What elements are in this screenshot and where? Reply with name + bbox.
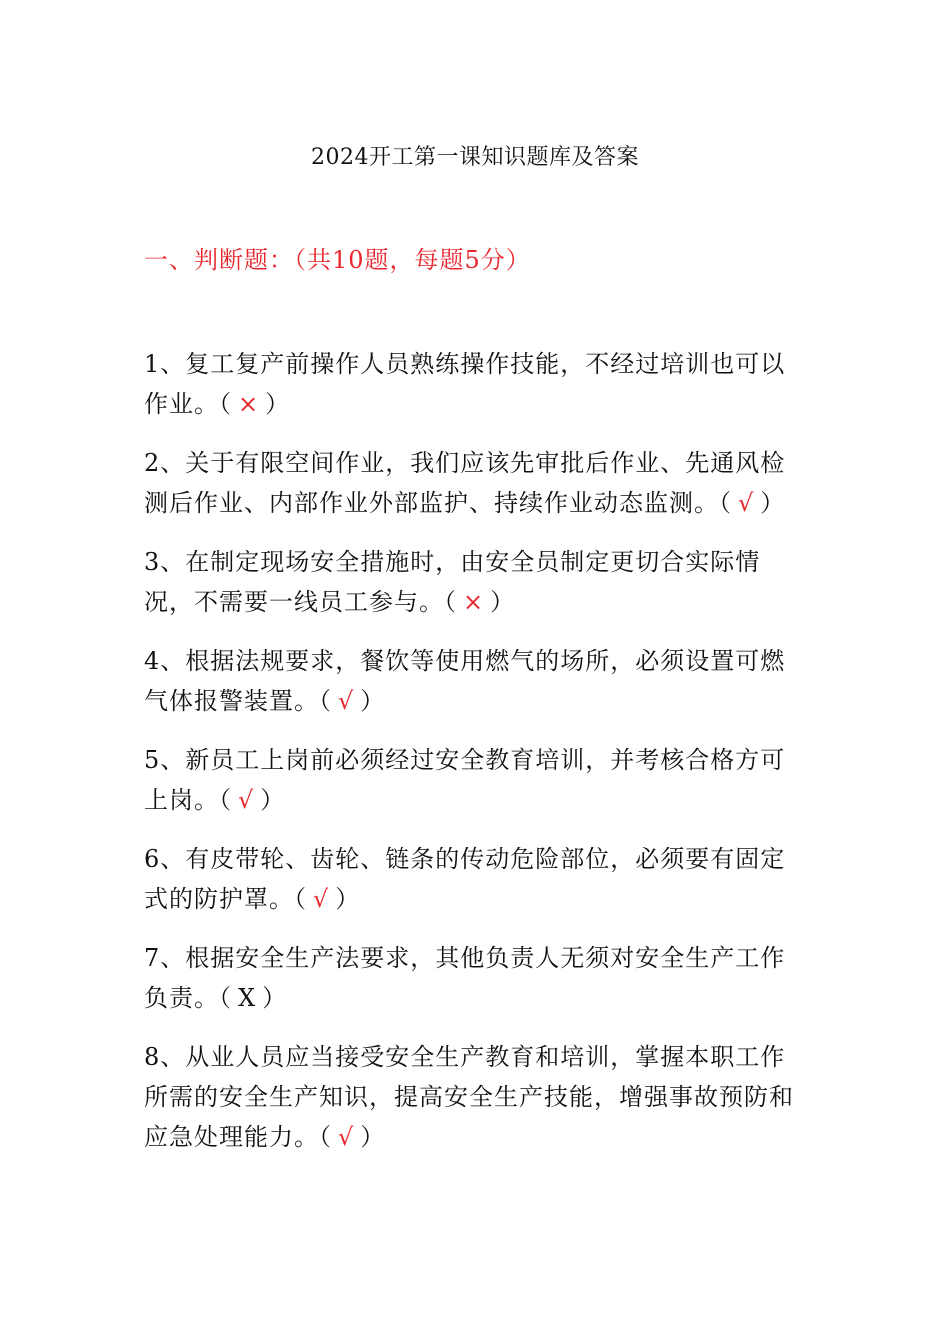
question-item [144, 1037, 804, 1157]
question-item [144, 839, 804, 919]
answer-mark: × [238, 390, 260, 418]
answer-close: ） [360, 687, 386, 715]
answer-close: ） [262, 984, 288, 1012]
document-title: 2024开工第一课知识题库及答案 [311, 145, 639, 170]
answer-mark: √ [238, 786, 255, 814]
answer-mark: √ [338, 1123, 355, 1151]
answer-close: ） [265, 390, 291, 418]
question-item [144, 344, 804, 424]
answer-close: ） [760, 489, 786, 517]
question-item [144, 443, 804, 523]
question-item [144, 938, 804, 1018]
question-text: 5、新员工上岗前必须经过安全教育培训，并考核合格方可上岗。（ [144, 746, 786, 814]
answer-mark: X [238, 984, 257, 1012]
answer-mark: × [463, 588, 485, 616]
question-text: 4、根据法规要求，餐饮等使用燃气的场所，必须设置可燃气体报警装置。（ [144, 647, 786, 715]
question-item [144, 740, 804, 820]
answer-mark: √ [313, 885, 330, 913]
answer-close: ） [360, 1123, 386, 1151]
section-heading: 一、判断题：（共10题，每题5分） [144, 246, 531, 274]
question-text: 2、关于有限空间作业，我们应该先审批后作业、先通风检测后作业、内部作业外部监护、持续作业动态监测。（ [144, 449, 786, 517]
answer-mark: √ [738, 489, 755, 517]
answer-mark: √ [338, 687, 355, 715]
question-text: 8、从业人员应当接受安全生产教育和培训，掌握本职工作所需的安全生产知识，提高安全生产技能，增强事故预防和应急处理能力。（ [144, 1043, 794, 1151]
question-text: 1、复工复产前操作人员熟练操作技能，不经过培训也可以作业。（ [144, 350, 786, 418]
question-item [144, 542, 804, 622]
question-item [144, 641, 804, 721]
question-text: 7、根据安全生产法要求，其他负责人无须对安全生产工作负责。（ [144, 944, 786, 1012]
answer-close: ） [335, 885, 361, 913]
answer-close: ） [260, 786, 286, 814]
answer-close: ） [490, 588, 516, 616]
question-list [144, 344, 804, 1176]
question-text: 6、有皮带轮、齿轮、链条的传动危险部位，必须要有固定式的防护罩。（ [144, 845, 786, 913]
question-text: 3、在制定现场安全措施时，由安全员制定更切合实际情况，不需要一线员工参与。（ [144, 548, 761, 616]
